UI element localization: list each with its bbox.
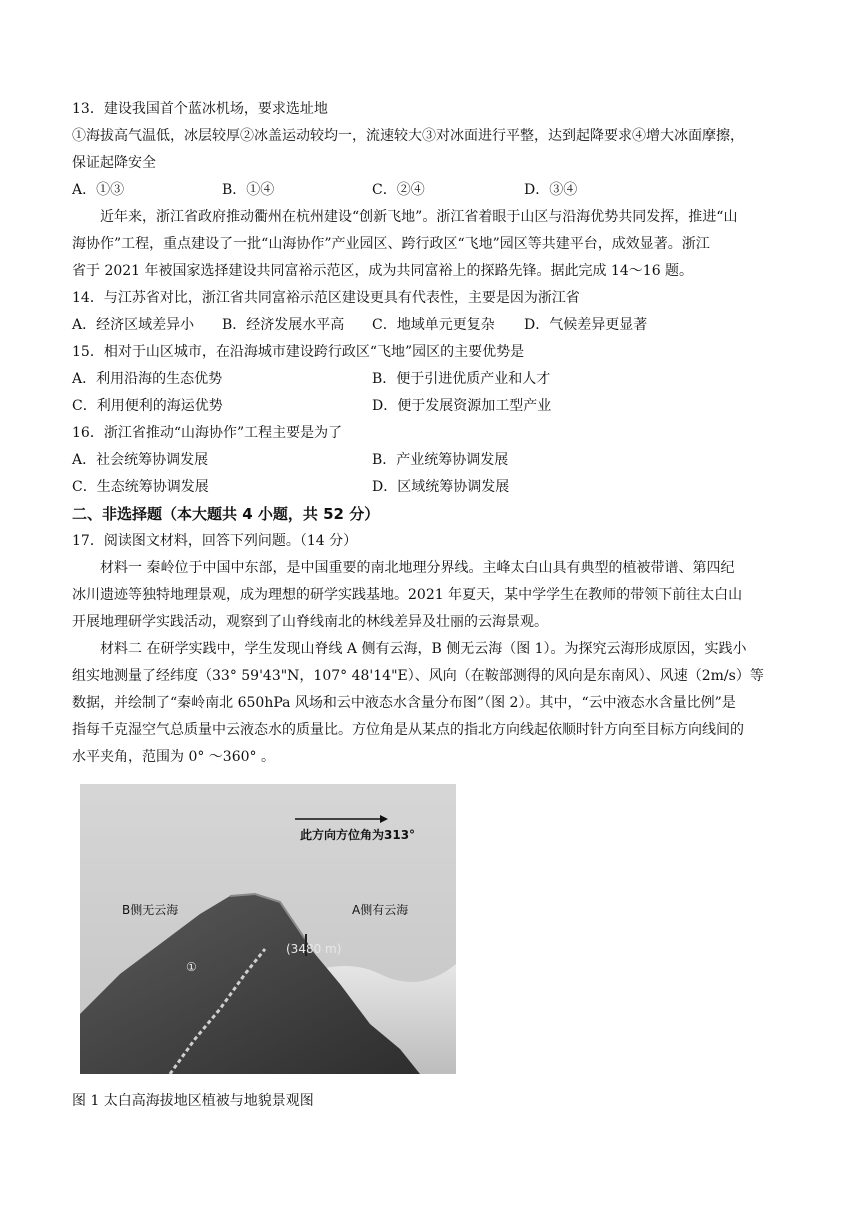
- q13-statements-line2: 保证起降安全: [72, 155, 156, 171]
- passage-line2: 海协作”工程，重点建设了一批“山海协作”产业园区、跨行政区“飞地”园区等共建平台，成效显著。浙江: [72, 236, 710, 252]
- q17-material1-line1: 材料一 秦岭位于中国中东部，是中国重要的南北地理分界线。主峰太白山具有典型的植被带谱、第四纪: [100, 560, 735, 576]
- q15-option-c: C．利用便利的海运优势: [72, 398, 223, 414]
- q14-option-b: B．经济发展水平高: [222, 317, 345, 333]
- q15-option-d: D．便于发展资源加工型产业: [372, 398, 552, 414]
- q17-material2-line2: 组实地测量了经纬度（33° 59'43"N，107° 48'14"E）、风向（在鞍部测得的风向是东南风）、风速（2m/s）等: [72, 668, 764, 684]
- q16-option-c: C．生态统筹协调发展: [72, 479, 209, 495]
- a-side-label: A侧有云海: [352, 903, 409, 917]
- q14-option-c: C．地域单元更复杂: [372, 317, 495, 333]
- q17-material2-line1: 材料二 在研学实践中，学生发现山脊线 A 侧有云海，B 侧无云海（图 1）。为探究云海形成原因，实践小: [100, 641, 747, 657]
- q17-material1-line2: 冰川遗迹等独特地理景观，成为理想的研学实践基地。2021 年夏天，某中学学生在教师的带领下前往太白山: [72, 587, 743, 603]
- q16-stem: 16．浙江省推动“山海协作”工程主要是为了: [72, 425, 343, 441]
- q13-option-a: A．①③: [72, 182, 125, 198]
- q14-stem: 14．与江苏省对比，浙江省共同富裕示范区建设更具有代表性，主要是因为浙江省: [72, 290, 580, 306]
- q15-option-b: B．便于引进优质产业和人才: [372, 371, 551, 387]
- section2-heading: 二、非选择题（本大题共 4 小题，共 52 分）: [72, 505, 380, 523]
- q14-option-a: A．经济区域差异小: [72, 317, 195, 333]
- figure1-caption: 图 1 太白高海拔地区植被与地貌景观图: [72, 1093, 314, 1109]
- q17-material2-line5: 水平夹角，范围为 0° ～360° 。: [72, 749, 275, 765]
- marker-label: ①: [186, 960, 197, 974]
- q15-stem: 15．相对于山区城市，在沿海城市建设跨行政区“飞地”园区的主要优势是: [72, 344, 525, 360]
- q13-statements-line1: ①海拔高气温低，冰层较厚②冰盖运动较均一，流速较大③对冰面进行平整，达到起降要求④增大冰面摩擦，: [72, 128, 744, 144]
- q14-option-d: D．气候差异更显著: [524, 317, 648, 333]
- passage-line3: 省于 2021 年被国家选择建设共同富裕示范区，成为共同富裕上的探路先锋。据此完成 14～16 题。: [72, 263, 694, 279]
- q13-option-d: D．③④: [524, 182, 578, 198]
- elevation-label: (3480 m): [286, 942, 342, 956]
- q16-option-b: B．产业统筹协调发展: [372, 452, 509, 468]
- q13-stem: 13．建设我国首个蓝冰机场，要求选址地: [72, 101, 328, 117]
- q13-option-b: B．①④: [222, 182, 275, 198]
- figure1-landscape-photo: [80, 784, 456, 1074]
- q15-option-a: A．利用沿海的生态优势: [72, 371, 223, 387]
- q17-material2-line4: 指每千克湿空气总质量中云液态水的质量比。方位角是从某点的指北方向线起依顺时针方向至目标方向线间的: [72, 722, 744, 738]
- passage-line1: 近年来，浙江省政府推动衢州在杭州建设“创新飞地”。浙江省着眼于山区与沿海优势共同发挥，推进“山: [100, 209, 738, 225]
- q17-stem: 17．阅读图文材料，回答下列问题。（14 分）: [72, 533, 358, 549]
- b-side-label: B侧无云海: [122, 903, 179, 917]
- q17-material1-line3: 开展地理研学实践活动，观察到了山脊线南北的林线差异及壮丽的云海景观。: [72, 614, 548, 630]
- direction-label: 此方向方位角为313°: [300, 828, 416, 842]
- q13-option-c: C．②④: [372, 182, 425, 198]
- q17-material2-line3: 数据，并绘制了“秦岭南北 650hPa 风场和云中液态水含量分布图”（图 2）。其中，“云中液态水含量比例”是: [72, 695, 736, 711]
- q16-option-d: D．区域统筹协调发展: [372, 479, 510, 495]
- q16-option-a: A．社会统筹协调发展: [72, 452, 209, 468]
